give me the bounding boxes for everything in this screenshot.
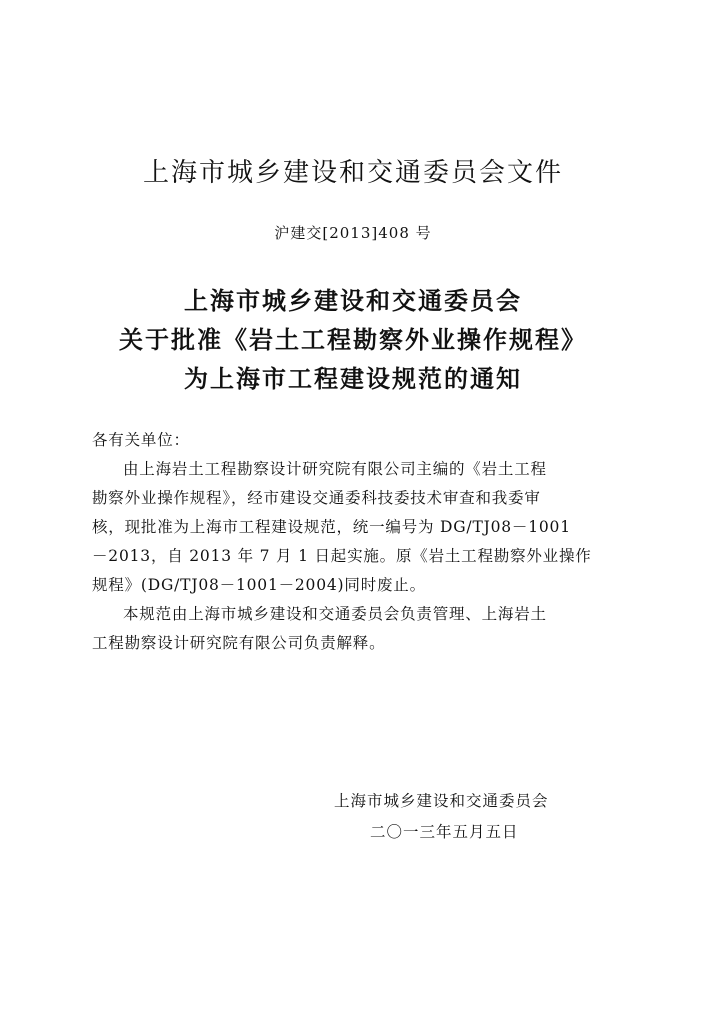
signature-block (334, 786, 549, 848)
notice-title-line-3: 为上海市工程建设规范的通知 (184, 365, 522, 393)
issuing-org-header: 上海市城乡建设和交通委员会文件 (142, 158, 563, 188)
paragraph-1-line: －2013，自 2013 年 7 月 1 日起实施。原《岩土工程勘察外业操作 (92, 547, 592, 565)
paragraph-1-line: 规程》(DG/TJ08－1001－2004)同时废止。 (92, 576, 426, 594)
salutation: 各有关单位： (92, 431, 190, 449)
paragraph-1 (92, 455, 618, 600)
paragraph-2-line: 本规范由上海市城乡建设和交通委员会负责管理、上海岩土 (123, 605, 547, 623)
paragraph-1-line: 由上海岩土工程勘察设计研究院有限公司主编的《岩土工程 (123, 460, 547, 478)
notice-title-line-1: 上海市城乡建设和交通委员会 (184, 287, 522, 315)
paragraph-2-line: 工程勘察设计研究院有限公司负责解释。 (92, 634, 386, 652)
notice-body (92, 426, 618, 658)
paragraph-1-line: 勘察外业操作规程》，经市建设交通委科技委技术审查和我委审 (92, 489, 541, 507)
paragraph-2 (92, 600, 618, 658)
notice-title (0, 282, 706, 399)
document-number: 沪建交[2013]408 号 (274, 224, 432, 242)
signature-org: 上海市城乡建设和交通委员会 (334, 792, 549, 810)
notice-title-line-2: 关于批准《岩土工程勘察外业操作规程》 (119, 326, 587, 354)
signature-date: 二〇一三年五月五日 (370, 823, 519, 841)
paragraph-1-line: 核，现批准为上海市工程建设规范，统一编号为 DG/TJ08－1001 (92, 518, 571, 536)
